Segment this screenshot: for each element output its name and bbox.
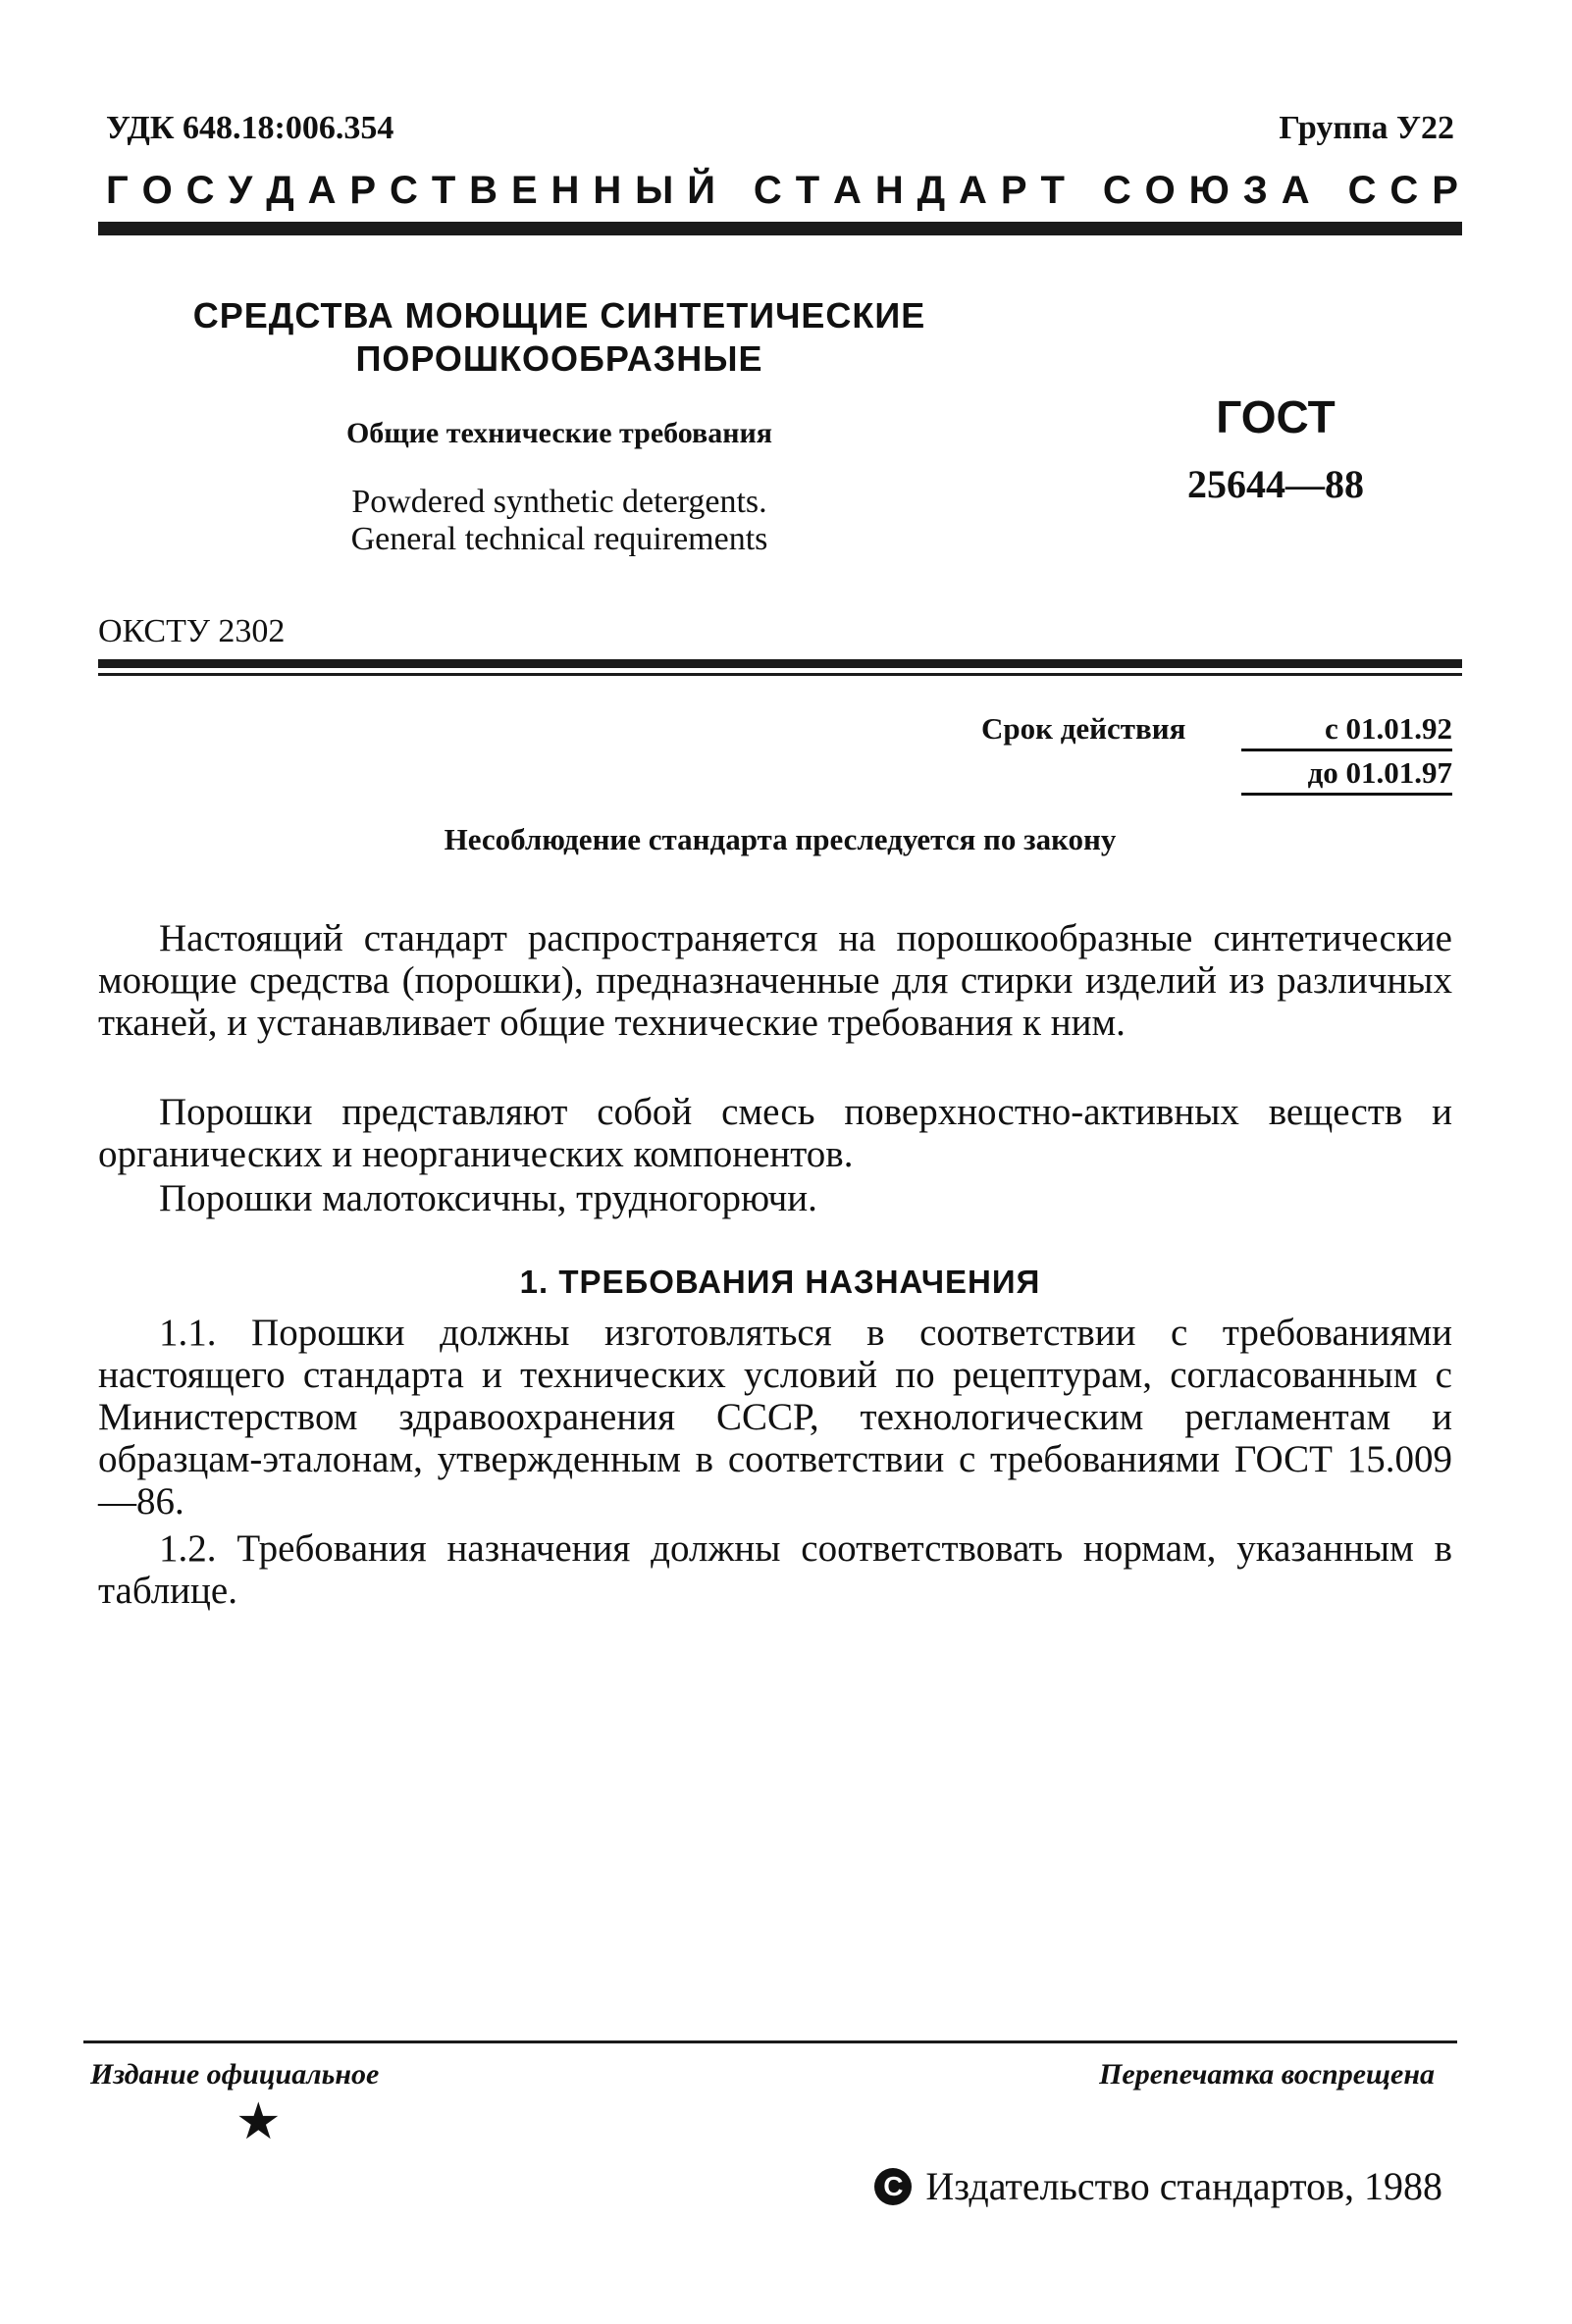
header-rule xyxy=(98,222,1462,235)
subtitle-en xyxy=(186,484,932,558)
state-title-letter: С xyxy=(1389,169,1419,212)
okstu-rule-thin xyxy=(98,673,1462,676)
state-title-letter: С xyxy=(185,169,215,212)
state-title-letter: Н xyxy=(593,169,622,212)
reprint-prohibited-label: Перепечатка воспрещена xyxy=(1099,2058,1435,2091)
state-title-letter: С xyxy=(1102,169,1131,212)
state-title-letter: Д xyxy=(917,169,946,212)
state-title-letter: Н xyxy=(874,169,904,212)
state-title-letter xyxy=(1324,169,1335,213)
copyright-icon: С xyxy=(874,2168,912,2205)
state-title-letter xyxy=(729,169,740,213)
state-title-letter: С xyxy=(390,169,418,212)
state-title-letter: Т xyxy=(1040,169,1065,212)
state-title-letter: Р xyxy=(1432,169,1458,212)
clause-1-2: 1.2. Требования назначения должны соответствовать нормам, указанным в таблице. xyxy=(98,1527,1452,1612)
copyright-notice xyxy=(874,2163,1442,2209)
state-title-letter: О xyxy=(141,169,173,212)
state-title-letter: У xyxy=(228,169,253,212)
legal-warning: Несоблюдение стандарта преследуется по закону xyxy=(444,822,1117,856)
footer-rule xyxy=(83,2040,1457,2043)
subtitle-en-line-1: Powdered synthetic detergents. xyxy=(351,484,767,520)
state-title-letter: А xyxy=(959,169,987,212)
state-title-letter: Н xyxy=(550,169,580,212)
title-line-1: СРЕДСТВА МОЮЩИЕ СИНТЕТИЧЕСКИЕ xyxy=(192,295,926,336)
state-title-letter: Г xyxy=(106,169,129,212)
official-edition-label: Издание официальное xyxy=(90,2058,380,2091)
intro-paragraph-2: Порошки представляют собой смесь поверхностно-активных веществ и органических и неорганических компонентов. xyxy=(98,1091,1452,1175)
document-title xyxy=(186,294,932,381)
title-line-2: ПОРОШКООБРАЗНЫЕ xyxy=(355,338,763,379)
state-title-letter: А xyxy=(1281,169,1310,212)
group-code: Группа У22 xyxy=(1279,110,1454,146)
validity-label: Срок действия xyxy=(981,711,1186,746)
state-title-letter: Т xyxy=(795,169,820,212)
state-title-letter: Р xyxy=(1000,169,1027,212)
state-title-letter: А xyxy=(307,169,337,212)
state-title-letter: Ы xyxy=(635,169,674,212)
state-title-letter: Т xyxy=(431,169,456,212)
state-title-letter: З xyxy=(1242,169,1268,212)
state-title-letter: А xyxy=(833,169,862,212)
state-title-letter: С xyxy=(753,169,782,212)
state-title-letter: Й xyxy=(687,169,715,212)
gost-label: ГОСТ xyxy=(1216,391,1336,442)
intro-paragraph-3: Порошки малотоксичны, трудногорючи. xyxy=(159,1177,817,1219)
udk-code: УДК 648.18:006.354 xyxy=(106,110,394,146)
copyright-text: Издательство стандартов, 1988 xyxy=(925,2164,1442,2208)
state-title-letter: Ю xyxy=(1188,169,1230,212)
subtitle-ru: Общие технические требования xyxy=(345,417,773,449)
validity-from: с 01.01.92 xyxy=(1241,711,1452,751)
state-title-letter: С xyxy=(1347,169,1377,212)
state-title-letter: Е xyxy=(510,169,538,212)
clause-1-1: 1.1. Порошки должны изготовляться в соответствии с требованиями настоящего стандарта и технических условий по рецептурам, согласованным с Министерством здравоохранения СССР, технологическим регламентам и образцам-эталонам, утвержденным в соответствии с требованиями ГОСТ 15.009—86. xyxy=(98,1312,1452,1523)
state-title-letter: Р xyxy=(349,169,377,212)
state-title-letter xyxy=(1078,169,1089,213)
star-icon: ★ xyxy=(236,2094,282,2150)
state-title-letter: О xyxy=(1144,169,1176,212)
state-standard-title xyxy=(106,169,1458,213)
gost-number: 25644—88 xyxy=(1187,462,1364,506)
intro-paragraph-1: Настоящий стандарт распространяется на порошкообразные синтетические моющие средства (порошки), предназначенные для стирки изделий из различных тканей, и устанавливает общие технические требования к ним. xyxy=(98,917,1452,1044)
state-title-letter: Д xyxy=(266,169,294,212)
subtitle-en-line-2: General technical requirements xyxy=(350,521,768,557)
state-title-letter: В xyxy=(469,169,498,212)
validity-to: до 01.01.97 xyxy=(1241,755,1452,796)
section-1-title: 1. ТРЕБОВАНИЯ НАЗНАЧЕНИЯ xyxy=(519,1264,1041,1300)
okstu-rule xyxy=(98,659,1462,668)
okstu-code: ОКСТУ 2302 xyxy=(98,613,286,649)
